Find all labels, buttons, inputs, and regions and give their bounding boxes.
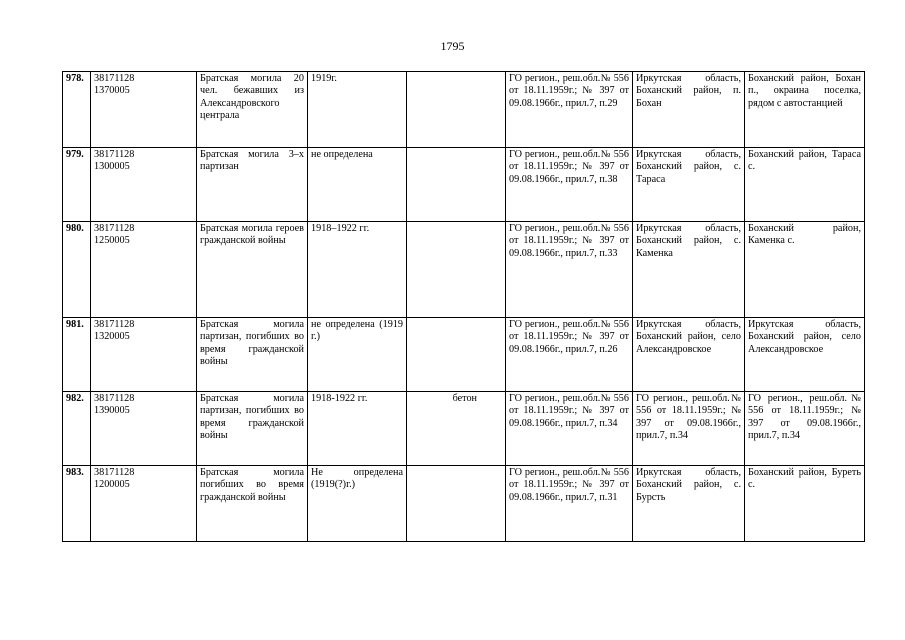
protection-document: ГО регион., реш.обл.№ 556 от 18.11.1959г.; № 397 от 09.08.1966г., прил.7, п.31 [506,466,633,542]
object-code [91,318,197,392]
object-code-part-a: 38171128 [94,73,135,84]
object-material [407,72,506,148]
row-number: 979. [63,148,91,222]
object-location: ГО регион., реш.обл.№ 556 от 18.11.1959г.; № 397 от 09.08.1966г., прил.7, п.34 [633,392,745,466]
object-address: Боханский район, Буреть с. [745,466,865,542]
object-date: 1918-1922 гг. [308,392,407,466]
object-address: Иркутская область, Боханский район, село Александровское [745,318,865,392]
object-code-part-b: 1390005 [94,405,130,417]
object-location: Иркутская область, Боханский район, с. Бурсть [633,466,745,542]
object-name: Братская могила партизан, погибших во время гражданской войны [197,392,308,466]
row-number: 980. [63,222,91,318]
row-number: 978. [63,72,91,148]
table-row [63,222,865,318]
row-number: 983. [63,466,91,542]
object-code-part-b: 1200005 [94,479,130,491]
protection-document: ГО регион., реш.обл.№ 556 от 18.11.1959г.; № 397 от 09.08.1966г., прил.7, п.34 [506,392,633,466]
object-name: Братская могила 20 чел. бежавших из Александровского централа [197,72,308,148]
object-address: Боханский район, Бохан п., окраина поселка, рядом с автостанцией [745,72,865,148]
object-location: Иркутская область, Боханский район, с. Каменка [633,222,745,318]
object-material [407,148,506,222]
object-address: Боханский район, Каменка с. [745,222,865,318]
protection-document: ГО регион., реш.обл.№ 556 от 18.11.1959г.; № 397 от 09.08.1966г., прил.7, п.26 [506,318,633,392]
object-code-part-a: 38171128 [94,393,135,404]
object-date: не определена [308,148,407,222]
protection-document: ГО регион., реш.обл.№ 556 от 18.11.1959г.; № 397 от 09.08.1966г., прил.7, п.29 [506,72,633,148]
object-address: ГО регион., реш.обл.№ 556 от 18.11.1959г.; № 397 от 09.08.1966г., прил.7, п.34 [745,392,865,466]
object-name: Братская могила погибших во время гражданской войны [197,466,308,542]
object-name: Братская могила героев гражданской войны [197,222,308,318]
object-address: Боханский район, Тараса с. [745,148,865,222]
object-name: Братская могила партизан, погибших во время гражданской войны [197,318,308,392]
object-date: 1918–1922 гг. [308,222,407,318]
table-row [63,72,865,148]
object-code [91,222,197,318]
object-material [407,318,506,392]
object-code-part-a: 38171128 [94,319,135,330]
table-row [63,466,865,542]
page-number: 1795 [440,39,465,53]
object-date: 1919г. [308,72,407,148]
heritage-register-table [62,71,865,542]
protection-document: ГО регион., реш.обл.№ 556 от 18.11.1959г.; № 397 от 09.08.1966г., прил.7, п.33 [506,222,633,318]
object-name: Братская могила 3–х партизан [197,148,308,222]
object-date: Не определена (1919(?)г.) [308,466,407,542]
object-code [91,392,197,466]
row-number: 981. [63,318,91,392]
table-row [63,148,865,222]
object-code-part-a: 38171128 [94,467,135,478]
object-code [91,72,197,148]
object-material [407,466,506,542]
object-code-part-b: 1370005 [94,85,130,97]
object-code-part-a: 38171128 [94,223,135,234]
object-location: Иркутская область, Боханский район, п. Бохан [633,72,745,148]
object-code-part-a: 38171128 [94,149,135,160]
table-row [63,318,865,392]
object-code-part-b: 1250005 [94,235,130,247]
object-code [91,148,197,222]
object-location: Иркутская область, Боханский район, с. Тараса [633,148,745,222]
object-code-part-b: 1320005 [94,331,130,343]
object-material [407,222,506,318]
object-code [91,466,197,542]
object-date: не определена (1919 г.) [308,318,407,392]
object-location: Иркутская область, Боханский район, село Александровское [633,318,745,392]
row-number: 982. [63,392,91,466]
protection-document: ГО регион., реш.обл.№ 556 от 18.11.1959г.; № 397 от 09.08.1966г., прил.7, п.38 [506,148,633,222]
object-code-part-b: 1300005 [94,161,130,173]
object-material: бетон [407,392,506,466]
table-row [63,392,865,466]
